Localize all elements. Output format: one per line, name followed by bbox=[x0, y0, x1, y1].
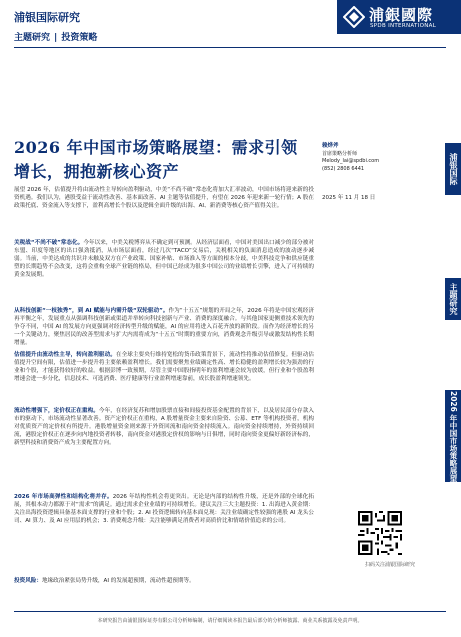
header-divider bbox=[14, 47, 446, 48]
company-logo bbox=[337, 0, 461, 34]
paragraph-text: 地缘政治紧张局势升级，AI 的发展超预期，流动性超预期等。 bbox=[41, 578, 195, 584]
paragraph-heading: 投资风险： bbox=[14, 578, 42, 584]
logo-en-text: SPDB INTERNATIONAL bbox=[370, 23, 437, 29]
author-name: 赖烨斧 bbox=[322, 143, 339, 149]
paragraph-heading: 从科技创新“一枝独秀”，到 AI 赋能与内需升级“双轮驱动”。 bbox=[14, 308, 169, 314]
author-phone: (852) 2808 6441 bbox=[322, 165, 365, 172]
brand-name: 浦银国际研究 bbox=[14, 11, 80, 24]
series-separator: | bbox=[54, 33, 58, 43]
paragraph-text: 今年，在经济复苏和增加股票直接和间接投资基金配置的背景下，以及居民部分存款入市的驱动下，市场流动性显著改善。资产定价权正在重构，A 股增量资金主要来自险资、公募、ETF 等机构投资者，机构对优质资产的定价权有所提升。港股增量资金则来源于外资回流和南向资金持续流入。南向资金持续增持，外资持续回流，港股定价权正在逐步向内地投资者转移，南向资金对港股定价权的影响与日俱增，同时南向资金更偏好新经济标的，新型科技和消费资产成为主要配置方向。 bbox=[14, 408, 314, 446]
paragraph-text: 作为“十五五”规划的开局之年，2026 年将是中国宏观经济再平衡之年，发展重点从强调科技创新或渠道并举转向科技创新与产业、消费的深度融合。与其他国家更侧重技术领先的争夺不同，中国 AI 的发展方向更强调对经济转型升级的赋能，AI 的应用将进入百花齐放的新阶段。而作为经济增长的另一个关键动力，聚焦居民的改善型需求与扩大内需将成为“十五五”时期的重要方向，消费观念升级引导或激发结构性长期增量。 bbox=[14, 308, 314, 346]
paragraph-heading: 估值提升由流动性主导，转向盈利驱动。 bbox=[14, 352, 116, 358]
paragraph-liquidity bbox=[14, 408, 314, 448]
side-tab-report: 2026 年中国市场策略展望 bbox=[445, 390, 461, 482]
paragraph-summary bbox=[14, 187, 314, 211]
paragraph-text: 2026 年结构性机会将更突出。无论是内部的结构性升级，还是外部的全球化拓展，其根本动力都源于对“需求”的满足。通过需求企业业绩的可持续增长。建议关注三大主题投资：1. 出海进入黄金期：关注出海投资逻辑具备基本面支撑的行业和个股；2. AI 投资逻辑转向基本面兑现：关注业绩确定性较强的港股 AI 龙头公司、AI 算力、及 AI 应用层的机会；3. 消费观念升级：关注能够满足消费者对高质价比和情绪价值追求的公司。 bbox=[14, 494, 314, 524]
author-email[interactable]: Melody_lai@spdbi.com bbox=[322, 158, 380, 164]
disclaimer-footer: 本研究报告由浦银国际证券有限公司分析师编制，请仔细阅读本报告最后部分的分析师披露、商业关系披露及免责声明。 bbox=[97, 618, 363, 624]
qr-code-icon[interactable] bbox=[358, 511, 402, 555]
paragraph-text: 在全球主要央行维持宽松的货币政策背景下，流动性将推动估值修复。但驱动估值提升空间有限，估值进一步提升将主要依赖盈利增长。我们需要聚焦业绩确定性高、增长稳健的盈利增长较为强劲的行业和个股，才能获得较好的收益。根据彭博一致预期，尽管主要中国股指明年的盈利增速会较为放缓，但行业和个股盈利增速会进一步分化，信息技术、可选消费、医疗健康等行业盈利增速靠前，成长股盈利增速领先。 bbox=[14, 352, 314, 382]
paragraph-text: 今年以来，中美关税博弈从不确定到可预测。从经济层面看，中国对美国出口减少的部分被对东盟、印度等地区的出口强劲抵消，从市场层面看，经过几次“TACO”交易后，关税相关的负面消息造成的波动逐步减弱。当前，中美达成的共识并未触及双方在产业政策、国家补贴、市场准入等方面的根本分歧，中美科技竞争和供应链重塑的长期趋势不会改变，这将会重构全球产业链的格局，但中国已经成为很多中国公司的业绩增长引擎，进入了可持续的黄金发展期。 bbox=[14, 240, 314, 278]
paragraph-ai-demand bbox=[14, 308, 314, 348]
logo-mark-icon bbox=[343, 6, 365, 28]
author-role: 首席策略分析师 bbox=[322, 150, 358, 157]
report-date: 2025 年 11 月 18 日 bbox=[322, 195, 376, 201]
qr-caption: 扫码关注浦银国际研究 bbox=[364, 562, 415, 568]
logo-cn-text: 浦銀國際 bbox=[369, 6, 434, 24]
paragraph-risks bbox=[14, 578, 314, 586]
report-header bbox=[0, 0, 461, 50]
series-strategy: 投资策略 bbox=[61, 33, 98, 43]
author-block bbox=[322, 143, 432, 173]
side-tab-category: 主题研究 bbox=[445, 278, 461, 320]
paragraph-market-2026 bbox=[14, 494, 314, 526]
footer-divider bbox=[14, 611, 446, 612]
report-title: 2026 年中国市场策略展望：需求引领增长，拥抱新核心资产 bbox=[14, 138, 298, 181]
paragraph-valuation bbox=[14, 352, 314, 384]
paragraph-heading: 关税战“不尚不破”常态化。 bbox=[14, 240, 84, 246]
paragraph-tariff bbox=[14, 240, 314, 280]
side-tab-brand: 浦银国际 bbox=[445, 143, 461, 195]
series-theme: 主题研究 bbox=[14, 33, 51, 43]
paragraph-heading: 2026 年市场高弹性和结构化将并存。 bbox=[14, 494, 113, 500]
paragraph-heading: 流动性增强下，定价权正在重构。 bbox=[14, 408, 99, 414]
report-series bbox=[14, 30, 97, 43]
paragraph-text: 展望 2026 年，估值提升将由流动性主导转向盈利驱动，中美“不尚不破”常态化将加大汇率波动，中国市场将迎来新的投资机遇。我们认为，港股受益于流动性改善、基本面改善、AI 主题等估值提升，有望在 2026 年迎来新一轮行情；A 股在政策托底、资金流入等支撑下，盈利高增长个股以及逻辑全面升级的出海、AI、新消费等核心资产值得关注。 bbox=[14, 187, 314, 209]
